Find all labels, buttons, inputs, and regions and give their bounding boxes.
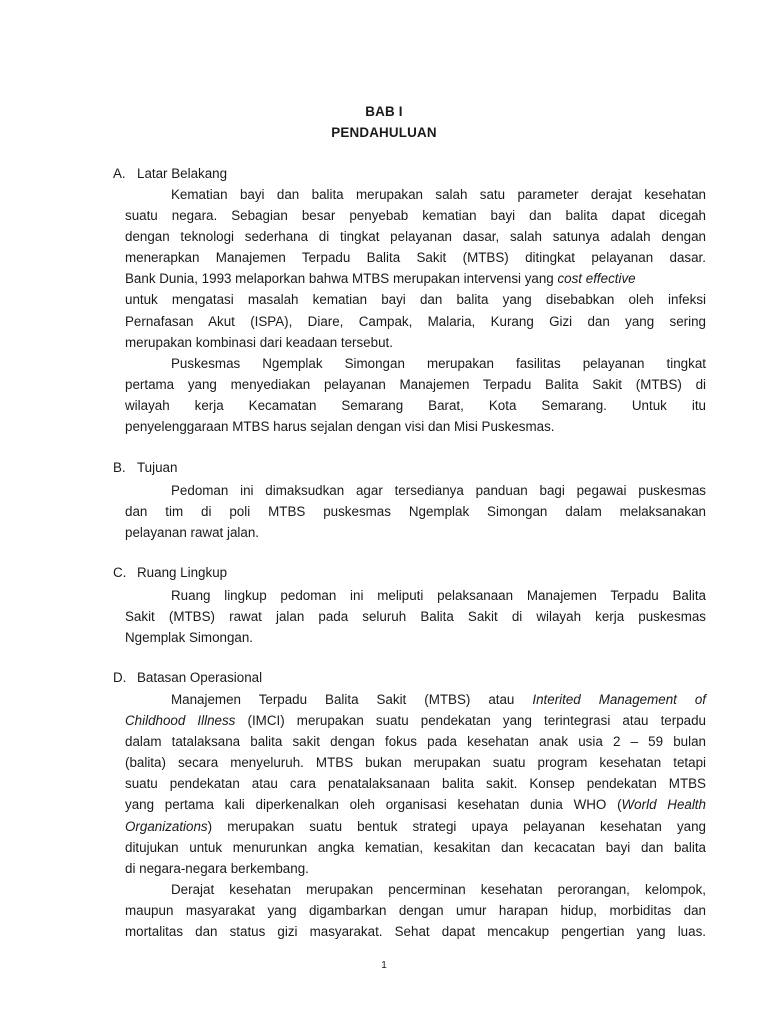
italic-term: World Health bbox=[621, 797, 706, 813]
section-letter: D. bbox=[113, 670, 127, 685]
italic-term: Childhood Illness bbox=[125, 713, 236, 729]
text-line: merupakan kombinasi dari keadaan tersebut. bbox=[125, 334, 393, 350]
section-title: Ruang Lingkup bbox=[137, 565, 228, 580]
paragraph-batasan-operasional-1 bbox=[125, 689, 706, 879]
paragraph-batasan-operasional-2 bbox=[125, 879, 706, 942]
chapter-number: BAB I bbox=[365, 104, 403, 119]
section-heading-a bbox=[113, 166, 227, 181]
section-heading-b bbox=[113, 460, 177, 475]
text-line: dengan teknologi sederhana di tingkat pelayanan dasar, salah satunya adalah dengan bbox=[125, 229, 706, 245]
text-line: Derajat kesehatan merupakan pencerminan kesehatan perorangan, kelompok, bbox=[171, 882, 706, 897]
text-line bbox=[125, 710, 706, 731]
text-line bbox=[125, 268, 706, 289]
text-line: ditujukan untuk menurunkan angka kematian, kesakitan dan kecacatan bayi dan balita bbox=[125, 839, 706, 855]
text-line: mortalitas dan status gizi masyarakat. Sehat dapat mencakup pengertian yang luas. bbox=[125, 924, 706, 940]
text-span: Manajemen Terpadu Balita Sakit (MTBS) atau bbox=[171, 692, 533, 707]
text-line: penyelenggaraan MTBS harus sejalan dengan visi dan Misi Puskesmas. bbox=[125, 419, 555, 435]
paragraph-latar-belakang-2 bbox=[125, 353, 706, 437]
italic-term: Organizations bbox=[125, 818, 208, 834]
text-line: Puskesmas Ngemplak Simongan merupakan fasilitas pelayanan tingkat bbox=[171, 356, 706, 371]
text-span: Bank Dunia, 1993 melaporkan bahwa MTBS merupakan intervensi yang bbox=[125, 271, 558, 287]
text-line: menerapkan Manajemen Terpadu Balita Sakit (MTBS) ditingkat pelayanan dasar. bbox=[125, 250, 706, 266]
text-line: suatu pendekatan atau cara penatalaksanaan balita sakit. Konsep pendekatan MTBS bbox=[125, 776, 706, 792]
text-line: Pedoman ini dimaksudkan agar tersedianya panduan bagi pegawai puskesmas bbox=[171, 483, 706, 498]
text-line: pertama yang menyediakan pelayanan Manajemen Terpadu Balita Sakit (MTBS) di bbox=[125, 377, 706, 393]
text-line: Ngemplak Simongan. bbox=[125, 630, 254, 646]
text-line: di negara-negara berkembang. bbox=[125, 860, 309, 876]
text-line: (balita) secara menyeluruh. MTBS bukan merupakan suatu program kesehatan tetapi bbox=[125, 755, 706, 771]
text-line: wilayah kerja Kecamatan Semarang Barat, Kota Semarang. Untuk itu bbox=[125, 398, 706, 414]
section-title: Batasan Operasional bbox=[137, 670, 263, 685]
text-line: Kematian bayi dan balita merupakan salah satu parameter derajat kesehatan bbox=[171, 187, 706, 202]
text-line: maupun masyarakat yang digambarkan dengan umur harapan hidup, morbiditas dan bbox=[125, 903, 706, 919]
text-line: Sakit (MTBS) rawat jalan pada seluruh Balita Sakit di wilayah kerja puskesmas bbox=[125, 609, 706, 625]
chapter-title: PENDAHULUAN bbox=[331, 125, 437, 140]
text-line: dalam tatalaksana balita sakit dengan fokus pada kesehatan anak usia 2 – 59 bulan bbox=[125, 734, 706, 750]
text-span: ) merupakan suatu bentuk strategi upaya pelayanan kesehatan yang bbox=[207, 818, 706, 834]
text-line: suatu negara. Sebagian besar penyebab kematian bayi dan balita dapat dicegah bbox=[125, 208, 706, 224]
text-line: Ruang lingkup pedoman ini meliputi pelaksanaan Manajemen Terpadu Balita bbox=[171, 588, 706, 603]
section-title: Tujuan bbox=[137, 460, 178, 475]
text-line bbox=[125, 689, 706, 710]
italic-term: cost effective bbox=[557, 271, 636, 287]
section-letter: A. bbox=[113, 166, 126, 181]
section-letter: C. bbox=[113, 565, 127, 580]
text-line: dan tim di poli MTBS puskesmas Ngemplak Simongan dalam melaksanakan bbox=[125, 504, 706, 520]
text-line bbox=[125, 816, 706, 837]
text-line: pelayanan rawat jalan. bbox=[125, 525, 259, 541]
page-number: 1 bbox=[381, 960, 387, 971]
paragraph-ruang-lingkup bbox=[125, 585, 706, 648]
text-span: yang pertama kali diperkenalkan oleh organisasi kesehatan dunia WHO ( bbox=[125, 797, 622, 813]
text-span: (IMCI) merupakan suatu pendekatan yang terintegrasi atau terpadu bbox=[235, 713, 707, 729]
text-line: Pernafasan Akut (ISPA), Diare, Campak, Malaria, Kurang Gizi dan yang sering bbox=[125, 313, 706, 329]
section-heading-c bbox=[113, 565, 227, 580]
text-line bbox=[125, 794, 706, 815]
text-line: untuk mengatasi masalah kematian bayi dan balita yang disebabkan oleh infeksi bbox=[125, 292, 706, 308]
section-letter: B. bbox=[113, 460, 126, 475]
italic-term: Interited Management of bbox=[532, 692, 707, 707]
paragraph-latar-belakang-1 bbox=[125, 184, 706, 353]
paragraph-tujuan bbox=[125, 480, 706, 543]
section-title: Latar Belakang bbox=[137, 166, 228, 181]
section-heading-d bbox=[113, 670, 262, 685]
